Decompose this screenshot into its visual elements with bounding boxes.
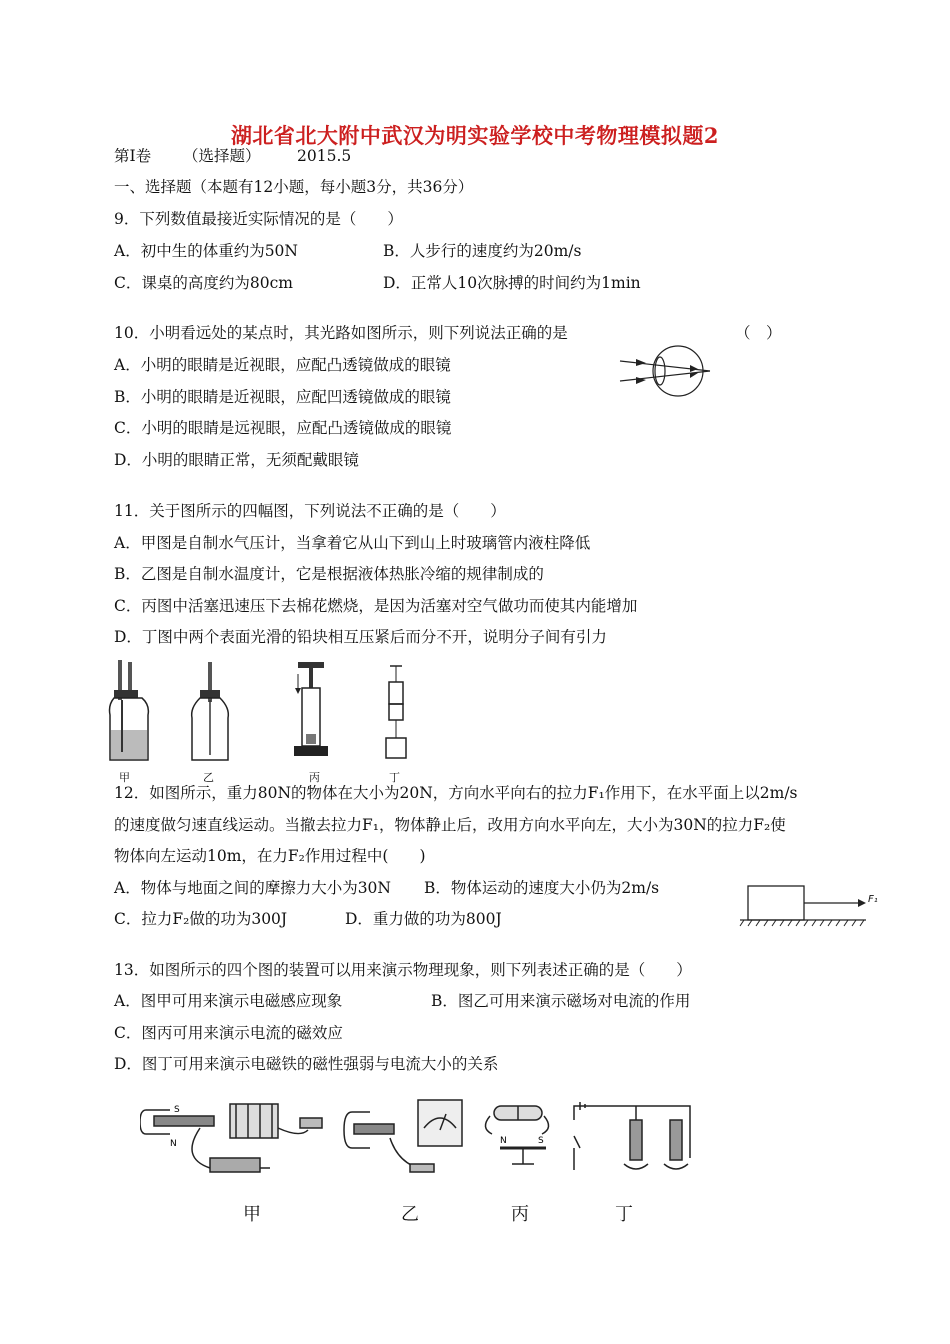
block-on-floor-diagram [738, 872, 883, 930]
apparatus-jia [140, 1104, 322, 1172]
air-piston-figure [294, 662, 328, 756]
q13-stem: 13．如图所示的四个图的装置可以用来演示物理现象，则下列表述正确的是（ ） [114, 961, 692, 979]
volume-label: 第Ⅰ卷 [114, 147, 152, 165]
q9-option-d: D．正常人10次脉搏的时间约为1min [383, 274, 641, 292]
apparatus-bing [485, 1106, 548, 1164]
lead-blocks-figure [386, 666, 406, 758]
q13-caption-yi: 乙 [401, 1204, 419, 1225]
bottle-pressure-figure [110, 660, 149, 760]
q10-answer-paren: （ ） [735, 324, 782, 342]
q13-option-b: B．图乙可用来演示磁场对电流的作用 [431, 992, 691, 1010]
q12-line-1: 12．如图所示，重力80N的物体在大小为20N，方向水平向右的拉力F₁作用下，在水平面上以2m/s [114, 784, 798, 802]
page-title: 湖北省北大附中武汉为明实验学校中考物理模拟题2 [230, 123, 720, 148]
magnet-s-label: S [174, 1105, 180, 1115]
q11-option-a: A．甲图是自制水气压计，当拿着它从山下到山上时玻璃管内液柱降低 [114, 534, 591, 552]
q13-caption-ding: 丁 [615, 1204, 633, 1225]
q13-option-c: C．图丙可用来演示电流的磁效应 [114, 1024, 343, 1042]
q13-caption-bing: 丙 [511, 1204, 529, 1225]
q9-option-c: C．课桌的高度约为80cm [114, 274, 293, 292]
q11-option-c: C．丙图中活塞迅速压下去棉花燃烧，是因为活塞对空气做功而使其内能增加 [114, 597, 638, 615]
q10-option-a: A．小明的眼睛是近视眼，应配凸透镜做成的眼镜 [114, 356, 451, 374]
q11-four-figures [108, 660, 438, 770]
q13-option-a: A．图甲可用来演示电磁感应现象 [114, 992, 343, 1010]
q11-option-b: B．乙图是自制水温度计，它是根据液体热胀冷缩的规律制成的 [114, 565, 544, 583]
q13-option-d: D．图丁可用来演示电磁铁的磁性强弱与电流大小的关系 [114, 1055, 499, 1073]
exam-date: 2015.5 [297, 147, 352, 165]
q11-caption-ding: 丁 [389, 771, 400, 784]
q9-stem: 9．下列数值最接近实际情况的是（ ） [114, 210, 403, 228]
needle-s-label: S [538, 1136, 544, 1146]
bottle-thermometer-figure [192, 662, 229, 760]
q12-line-2: 的速度做匀速直线运动。当撤去拉力F₁，物体静止后，改用方向水平向左，大小为30N的拉力F₂使 [114, 816, 786, 834]
q12-option-d: D．重力做的功为800J [345, 910, 502, 928]
q12-line-3: 物体向左运动10m，在力F₂作用过程中( ) [114, 847, 426, 865]
q11-option-d: D．丁图中两个表面光滑的铅块相互压紧后而分不开，说明分子间有引力 [114, 628, 607, 646]
needle-n-label: N [500, 1136, 507, 1146]
volume-type: （选择题） [183, 147, 261, 165]
eye-diagram [618, 343, 718, 399]
q9-option-a: A．初中生的体重约为50N [114, 242, 298, 260]
q12-option-c: C．拉力F₂做的功为300J [114, 910, 288, 928]
q10-option-c: C．小明的眼睛是远视眼，应配凸透镜做成的眼镜 [114, 419, 452, 437]
magnet-n-label: N [170, 1139, 177, 1149]
q9-option-b: B．人步行的速度约为20m/s [383, 242, 582, 260]
q11-caption-bing: 丙 [309, 771, 320, 784]
q12-option-a: A．物体与地面之间的摩擦力大小为30N [114, 879, 391, 897]
q10-stem: 10．小明看远处的某点时，其光路如图所示，则下列说法正确的是 [114, 324, 568, 342]
q13-four-apparatus [140, 1098, 700, 1193]
q10-option-d: D．小明的眼睛正常，无须配戴眼镜 [114, 451, 359, 469]
q11-caption-yi: 乙 [203, 771, 214, 784]
q13-caption-jia: 甲 [243, 1204, 261, 1225]
q11-stem: 11．关于图所示的四幅图，下列说法不正确的是（ ） [114, 502, 506, 520]
apparatus-yi [344, 1100, 462, 1172]
q10-option-b: B．小明的眼睛是近视眼，应配凹透镜做成的眼镜 [114, 388, 451, 406]
section-heading: 一、选择题（本题有12小题，每小题3分，共36分） [114, 178, 474, 196]
q12-option-b: B．物体运动的速度大小仍为2m/s [424, 879, 660, 897]
q11-caption-jia: 甲 [119, 771, 130, 784]
force-f1-label: F₁ [868, 894, 878, 905]
apparatus-ding [574, 1102, 690, 1170]
